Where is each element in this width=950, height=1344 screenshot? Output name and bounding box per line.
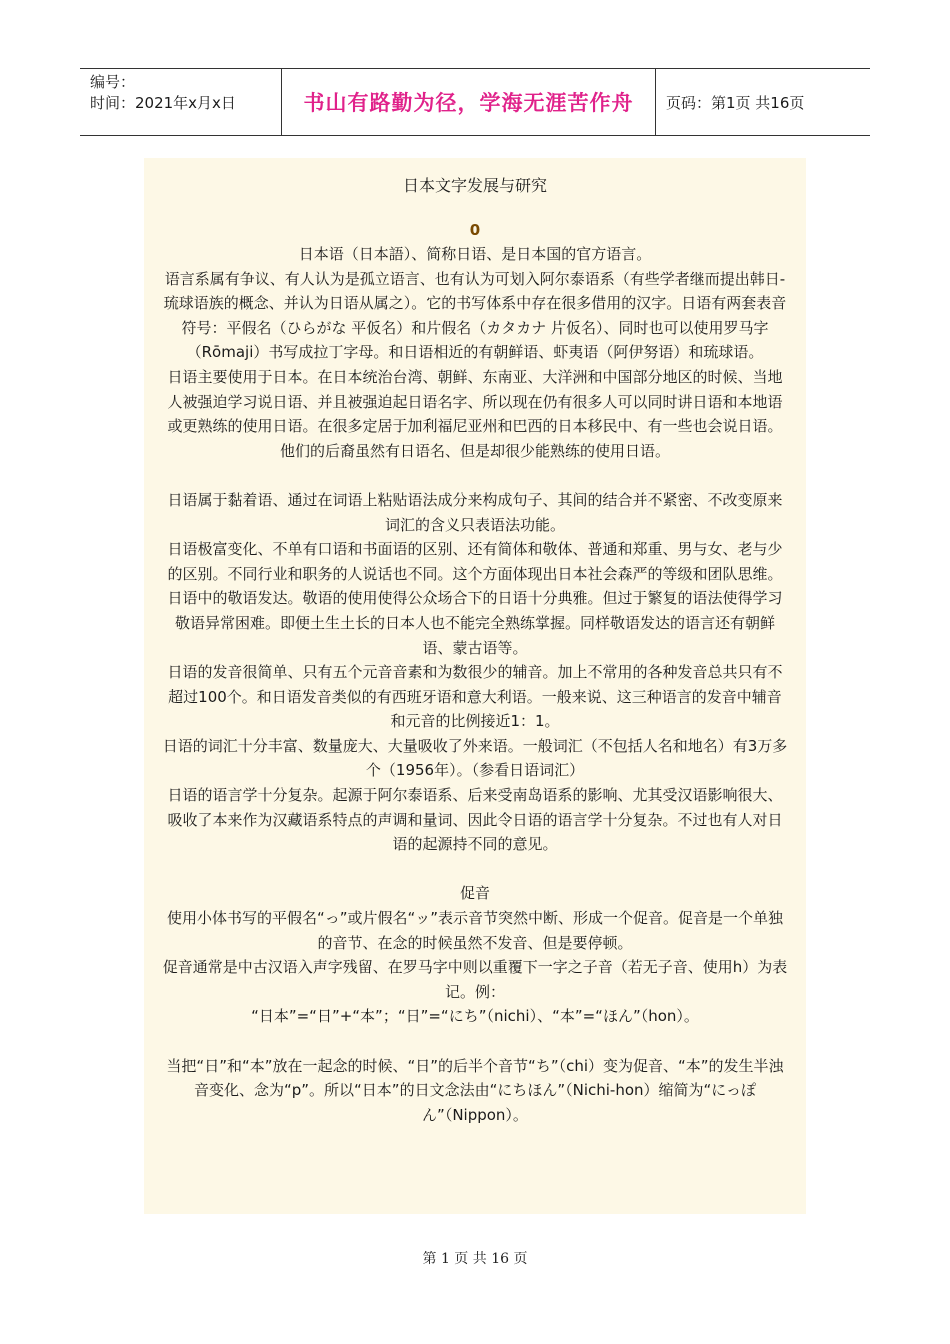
doc-time-label: 时间：2021年x月x日 bbox=[90, 94, 236, 112]
blank-line bbox=[162, 1029, 788, 1054]
paragraph: 日语极富变化、不单有口语和书面语的区别、还有简体和敬体、普通和郑重、男与女、老与少的区别。不同行业和职务的人说话也不同。这个方面体现出日本社会森严的等级和团队思维。 bbox=[167, 540, 783, 583]
header-meta bbox=[80, 69, 282, 135]
example-line: “日本”=“日”+“本”；“日”=“にち”（nichi）、“本”=“ほん”（hon）。 bbox=[251, 1007, 699, 1026]
header-page-info: 页码：第1页 共16页 bbox=[666, 93, 805, 112]
header-slogan-cell bbox=[282, 69, 656, 135]
page-footer: 第 1 页 共 16 页 bbox=[422, 1251, 528, 1267]
section-marker: 0 bbox=[469, 221, 481, 239]
paragraph: 语言系属有争议、有人认为是孤立语言、也有认为可划入阿尔泰语系（有些学者继而提出韩日-琉球语族的概念、并认为日语从属之）。它的书写体系中存在很多借用的汉字。日语有两套表音符号：平假名（ひらがな 平仮名）和片假名（カタカナ 片仮名）、同时也可以使用罗马字（Rōmaji）书写成拉丁字母。和日语相近的有朝鲜语、虾夷语（阿伊努语）和琉球语。 bbox=[163, 269, 787, 362]
paragraph: 促音通常是中古汉语入声字残留、在罗马字中则以重覆下一字之子音（若无子音、使用h）为表记。例： bbox=[162, 958, 788, 1001]
header-slogan: 书山有路勤为径，学海无涯苦作舟 bbox=[303, 91, 634, 115]
paragraph: 日本语（日本語）、简称日语、是日本国的官方语言。 bbox=[298, 245, 652, 263]
section-heading: 促音 bbox=[459, 884, 490, 903]
paragraph: 日语的词汇十分丰富、数量庞大、大量吸收了外来语。一般词汇（不包括人名和地名）有3万多个（1956年）。（参看日语词汇） bbox=[162, 736, 788, 780]
blank-line bbox=[162, 857, 788, 882]
paragraph: 当把“日”和“本”放在一起念的时候、“日”的后半个音节“ち”（chi）变为促音、“本”的发生半浊音变化、念为“p”。所以“日本”的日文念法由“にちほん”（Nichi-hon）缩简为“にっぽん”（Nippon）。 bbox=[166, 1056, 784, 1124]
document-title: 日本文字发展与研究 bbox=[402, 176, 547, 195]
page-header bbox=[80, 68, 870, 136]
paragraph: 日语的发音很简单、只有五个元音音素和为数很少的辅音。加上不常用的各种发音总共只有不超过100个。和日语发音类似的有西班牙语和意大利语。一般来说、这三种语言的发音中辅音和元音的比例接近1：1。 bbox=[167, 663, 783, 731]
paragraph: 日语属于黏着语、通过在词语上粘贴语法成分来构成句子、其间的结合并不紧密、不改变原来词汇的含义只表语法功能。 bbox=[167, 490, 783, 534]
doc-number-label: 编号： bbox=[90, 73, 136, 91]
paragraph: 日语的语言学十分复杂。起源于阿尔泰语系、后来受南岛语系的影响、尤其受汉语影响很大、吸收了本来作为汉藏语系特点的声调和量词、因此令日语的语言学十分复杂。不过也有人对日语的起源持不同的意见。 bbox=[167, 786, 783, 854]
paragraph: 日语主要使用于日本。在日本统治台湾、朝鲜、东南亚、大洋洲和中国部分地区的时候、当地人被强迫学习说日语、并且被强迫起日语名字、所以现在仍有很多人可以同时讲日语和本地语或更熟练的使用日语。在很多定居于加利福尼亚州和巴西的日本移民中、有一些也会说日语。他们的后裔虽然有日语名、但是却很少能熟练的使用日语。 bbox=[167, 367, 783, 460]
paragraph: 使用小体书写的平假名“っ”或片假名“ッ”表示音节突然中断、形成一个促音。促音是一个单独的音节、在念的时候虽然不发音、但是要停顿。 bbox=[166, 909, 784, 952]
paragraph: 日语中的敬语发达。敬语的使用使得公众场合下的日语十分典雅。但过于繁复的语法使得学习敬语异常困难。即便土生土长的日本人也不能完全熟练掌握。同样敬语发达的语言还有朝鲜语、蒙古语等。 bbox=[167, 589, 783, 657]
document-body bbox=[144, 158, 806, 1214]
blank-line bbox=[162, 463, 788, 488]
